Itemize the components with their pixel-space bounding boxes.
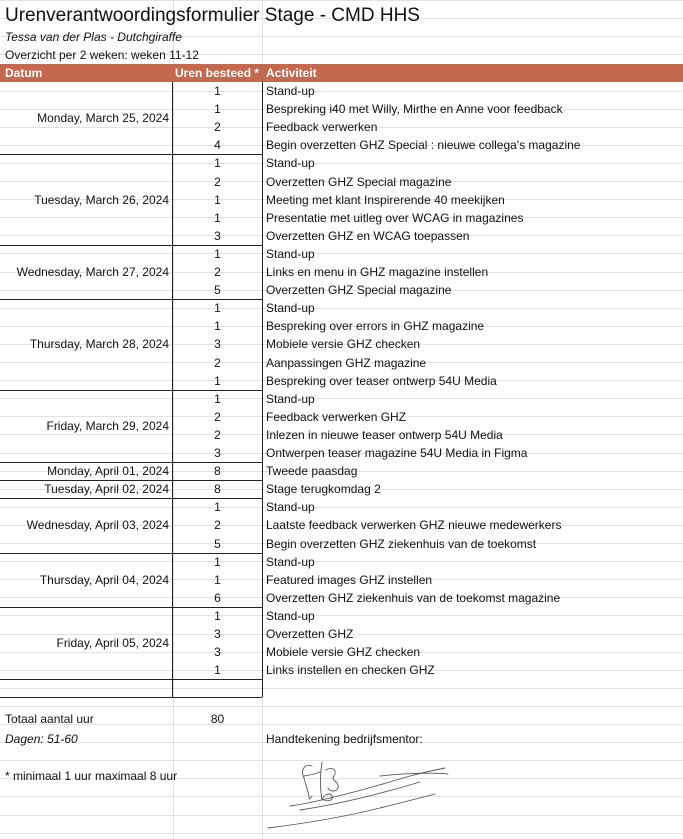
total-label: Totaal aantal uur [5,712,94,726]
entry-activity: Featured images GHZ instellen [266,572,433,587]
gridline-horizontal [0,0,683,1]
day-date-text: Friday, March 29, 2024 [46,418,169,433]
table-border-right [262,82,263,697]
day-date [0,571,172,589]
entry-hours: 1 [214,246,221,261]
entry-hours: 1 [214,608,221,623]
entry-activity: Stand-up [266,554,315,569]
entry-hours: 1 [214,301,221,316]
entry-hours: 6 [214,590,221,605]
total-hours: 80 [210,712,225,726]
day-date [0,263,172,281]
entry-activity: Mobiele versie GHZ checken [266,645,421,660]
entry-activity: Mobiele versie GHZ checken [266,337,421,352]
day-separator [0,299,262,300]
entry-activity: Bespreking i40 met Willy, Mirthe en Anne voor feedback [266,102,563,117]
day-date [0,634,172,652]
entry-activity: Aanpassingen GHZ magazine [266,355,427,370]
entry-activity: Links instellen en checken GHZ [266,663,435,678]
entry-activity: Overzetten GHZ Special magazine [266,174,452,189]
entry-hours: 2 [214,265,221,279]
student-name: Tessa van der Plas - Dutchgiraffe [5,30,182,44]
entry-hours: 3 [214,645,221,660]
header-activity: Activiteit [266,66,317,80]
entry-activity: Tweede paasdag [266,464,358,479]
table-border-bottom [0,697,262,698]
day-date-text: Monday, March 25, 2024 [37,111,169,126]
entry-activity: Overzetten GHZ en WCAG toepassen [266,228,470,243]
entry-hours: 2 [214,355,221,370]
entry-activity: Stand-up [266,156,315,171]
entry-activity: Feedback verwerken GHZ [266,409,407,424]
entry-hours: 2 [214,427,221,442]
day-date [0,191,172,209]
entry-activity: Begin overzetten GHZ ziekenhuis van de toekomst [266,536,537,551]
day-date [0,516,172,534]
day-separator [0,390,262,391]
footnote: * minimaal 1 uur maximaal 8 uur [5,769,178,783]
day-date [0,335,172,353]
entry-activity: Inlezen in nieuwe teaser ontwerp 54U Media [266,427,503,442]
day-separator [0,462,262,463]
day-separator [0,498,262,499]
entry-activity: Bespreking over errors in GHZ magazine [266,319,485,334]
gridline-horizontal [0,688,683,689]
entry-activity: Feedback verwerken [266,120,378,135]
entry-activity: Overzetten GHZ Special magazine [266,283,452,298]
entry-hours: 1 [214,572,221,587]
entry-hours: 2 [214,518,221,533]
entry-hours: 8 [214,482,221,497]
header-hours: Uren besteed * [175,66,260,80]
gridline-horizontal [0,615,683,616]
day-separator [0,679,262,680]
signature-image [260,748,450,830]
entry-hours: 4 [214,138,221,153]
gridline-horizontal [0,507,683,508]
gridline-horizontal [0,833,683,834]
entry-activity: Stand-up [266,500,315,515]
overview-period: Overzicht per 2 weken: weken 11-12 [5,48,199,62]
entry-hours: 1 [214,210,221,225]
header-date: Datum [5,66,43,80]
gridline-horizontal [0,724,683,725]
gridline-horizontal [0,561,683,562]
day-date [0,480,172,498]
entry-hours: 2 [214,409,221,424]
day-date-text: Wednesday, April 03, 2024 [26,518,169,533]
entry-hours: 1 [214,102,221,117]
day-date-text: Thursday, April 04, 2024 [39,572,169,587]
entry-activity: Stand-up [266,246,315,261]
entry-activity: Overzetten GHZ ziekenhuis van de toekomst magazine [266,590,561,605]
day-date-text: Tuesday, April 02, 2024 [44,482,169,497]
entry-hours: 1 [214,373,221,388]
entry-hours: 1 [214,554,221,569]
entry-hours: 2 [214,174,221,189]
entry-hours: 1 [214,663,221,678]
entry-hours: 3 [214,337,221,352]
entry-hours: 3 [214,446,221,460]
gridline-horizontal [0,163,683,164]
entry-hours: 1 [214,391,221,406]
entry-hours: 1 [214,192,221,207]
entry-activity: Meeting met klant Inspirerende 40 meekijken [266,192,505,207]
entry-activity: Overzetten GHZ [266,627,354,641]
day-date-text: Tuesday, March 26, 2024 [34,192,169,207]
entry-activity: Stage terugkomdag 2 [266,482,381,497]
entry-activity: Links en menu in GHZ magazine instellen [266,265,489,279]
days-range: Dagen: 51-60 [5,732,78,746]
gridline-horizontal [0,253,683,254]
entry-activity: Begin overzetten GHZ Special : nieuwe collega's magazine [266,138,581,153]
entry-activity: Stand-up [266,391,315,406]
day-separator [0,245,262,246]
entry-hours: 3 [214,228,221,243]
day-separator [0,480,262,481]
day-date-text: Friday, April 05, 2024 [56,636,169,651]
day-date [0,462,172,480]
gridline-horizontal [0,706,683,707]
entry-activity: Stand-up [266,608,315,623]
day-date [0,417,172,435]
entry-hours: 1 [214,319,221,334]
entry-hours: 1 [214,84,221,98]
day-separator [0,154,262,155]
entry-hours: 2 [214,120,221,135]
signature-label: Handtekening bedrijfsmentor: [266,732,423,746]
entry-activity: Ontwerpen teaser magazine 54U Media in Figma [266,446,528,460]
entry-hours: 3 [214,627,221,641]
entry-activity: Stand-up [266,301,315,316]
page-title: Urenverantwoordingsformulier Stage - CMD HHS [5,5,420,26]
day-separator [0,607,262,608]
day-date-text: Wednesday, March 27, 2024 [16,265,169,280]
entry-hours: 5 [214,283,221,298]
table-header [0,64,683,82]
day-separator [0,553,262,554]
gridline-horizontal [0,398,683,399]
entry-hours: 1 [214,156,221,171]
entry-hours: 5 [214,536,221,551]
day-date-text: Thursday, March 28, 2024 [29,337,169,352]
entry-activity: Presentatie met uitleg over WCAG in magazines [266,210,524,225]
gridline-horizontal [0,308,683,309]
day-date [0,109,172,127]
entry-activity: Bespreking over teaser ontwerp 54U Media [266,373,497,388]
gridline-horizontal [0,91,683,92]
entry-activity: Stand-up [266,84,315,98]
day-date-text: Monday, April 01, 2024 [47,464,169,479]
entry-activity: Laatste feedback verwerken GHZ nieuwe medewerkers [266,518,562,533]
entry-hours: 1 [214,500,221,515]
entry-hours: 8 [214,464,221,479]
